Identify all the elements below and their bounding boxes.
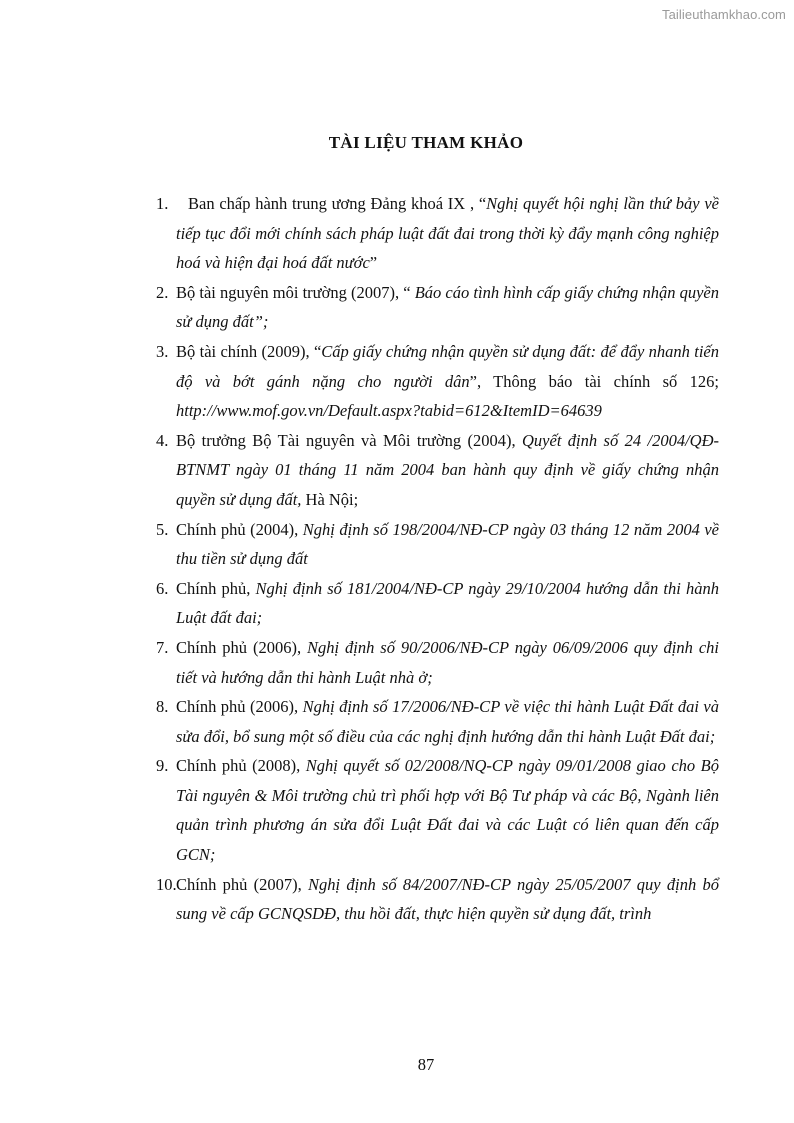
reference-item-1 [156,189,719,278]
reference-title: Nghị quyết hội nghị lần thứ bảy về tiếp tục đổi mới chính sách pháp luật đất đai trong thời kỳ đẩy mạnh công nghiệp hoá và hiện đại hoá đất nước [176,194,720,273]
reference-text-end: ”, Thông báo tài chính số 126; [469,371,719,391]
reference-number: 9. [156,756,169,776]
reference-text: Chính phủ (2004), [176,519,303,539]
reference-text: Ban chấp hành trung ương Đảng khoá IX , “ [188,194,487,213]
reference-item-5 [156,515,719,574]
watermark: Tailieuthamkhao.com [661,7,786,22]
reference-title: Nghị định số 198/2004/NĐ-CP ngày 03 tháng 12 năm 2004 về thu tiền sử dụng đất [176,519,719,569]
reference-title: Nghị định số 84/2007/NĐ-CP ngày 25/05/2007 quy định bổ sung về cấp GCNQSDĐ, thu hồi đất, thực hiện quyền sử dụng đất, trình [176,874,719,924]
reference-title: Nghị định số 90/2006/NĐ-CP ngày 06/09/2006 quy định chi tiết và hướng dẫn thi hành Luật nhà ở; [176,637,719,687]
reference-title: Báo cáo tình hình cấp giấy chứng nhận quyền sử dụng đất”; [176,282,719,332]
reference-number: 2. [156,282,169,302]
reference-text: Chính phủ (2008), [176,756,306,776]
reference-number: 3. [156,341,169,361]
reference-item-2 [156,278,719,337]
reference-number: 8. [156,697,169,717]
reference-text: Chính phủ (2007), [176,874,308,894]
reference-title: Quyết định số 24 /2004/QĐ-BTNMT ngày 01 tháng 11 năm 2004 ban hành quy định về giấy chứng nhận quyền sử dụng đất, [176,430,719,509]
reference-number: 5. [156,519,169,539]
reference-url: http://www.mof.gov.vn/Default.aspx?tabid=612&ItemID=64639 [176,401,602,421]
reference-number: 1. [156,194,169,213]
reference-number: 4. [156,430,169,450]
reference-title: Nghị quyết số 02/2008/NQ-CP ngày 09/01/2008 giao cho Bộ Tài nguyên & Môi trường chủ trì phối hợp với Bộ Tư pháp và các Bộ, Ngành liên quản trình phương án sửa đổi Luật Đất đai và các Luật có liên quan đến cấp GCN; [176,756,719,865]
reference-item-7 [156,633,719,692]
reference-number: 7. [156,637,169,657]
reference-title: Cấp giấy chứng nhận quyền sử dụng đất: để đẩy nhanh tiến độ và bớt gánh nặng cho người dân [176,341,719,391]
reference-item-9 [156,751,719,869]
reference-text-end: Hà Nội; [301,489,359,509]
reference-text: Bộ trưởng Bộ Tài nguyên và Môi trường (2004), [176,430,523,450]
reference-item-6 [156,574,719,633]
reference-text: Chính phủ, [176,578,256,598]
reference-text-end: ” [369,253,378,273]
reference-number: 6. [156,578,169,598]
reference-text: Bộ tài chính (2009), “ [176,341,322,361]
reference-item-8 [156,692,719,751]
reference-text: Chính phủ (2006), [176,637,307,657]
reference-text: Bộ tài nguyên môi trường (2007), “ [176,282,415,302]
reference-list [156,189,719,929]
reference-number: 10. [156,874,177,894]
reference-text: Chính phủ (2006), [176,697,303,717]
page-title: TÀI LIỆU THAM KHẢO [328,133,524,152]
reference-item-10 [156,870,719,929]
reference-item-4 [156,426,719,515]
reference-title: Nghị định số 17/2006/NĐ-CP về việc thi hành Luật Đất đai và sửa đổi, bổ sung một số điều của các nghị định hướng dẫn thi hành Luật Đất đai; [176,697,719,746]
reference-item-3 [156,337,719,426]
page-number: 87 [417,1055,435,1074]
reference-title: Nghị định số 181/2004/NĐ-CP ngày 29/10/2004 hướng dẫn thi hành Luật đất đai; [176,578,720,628]
